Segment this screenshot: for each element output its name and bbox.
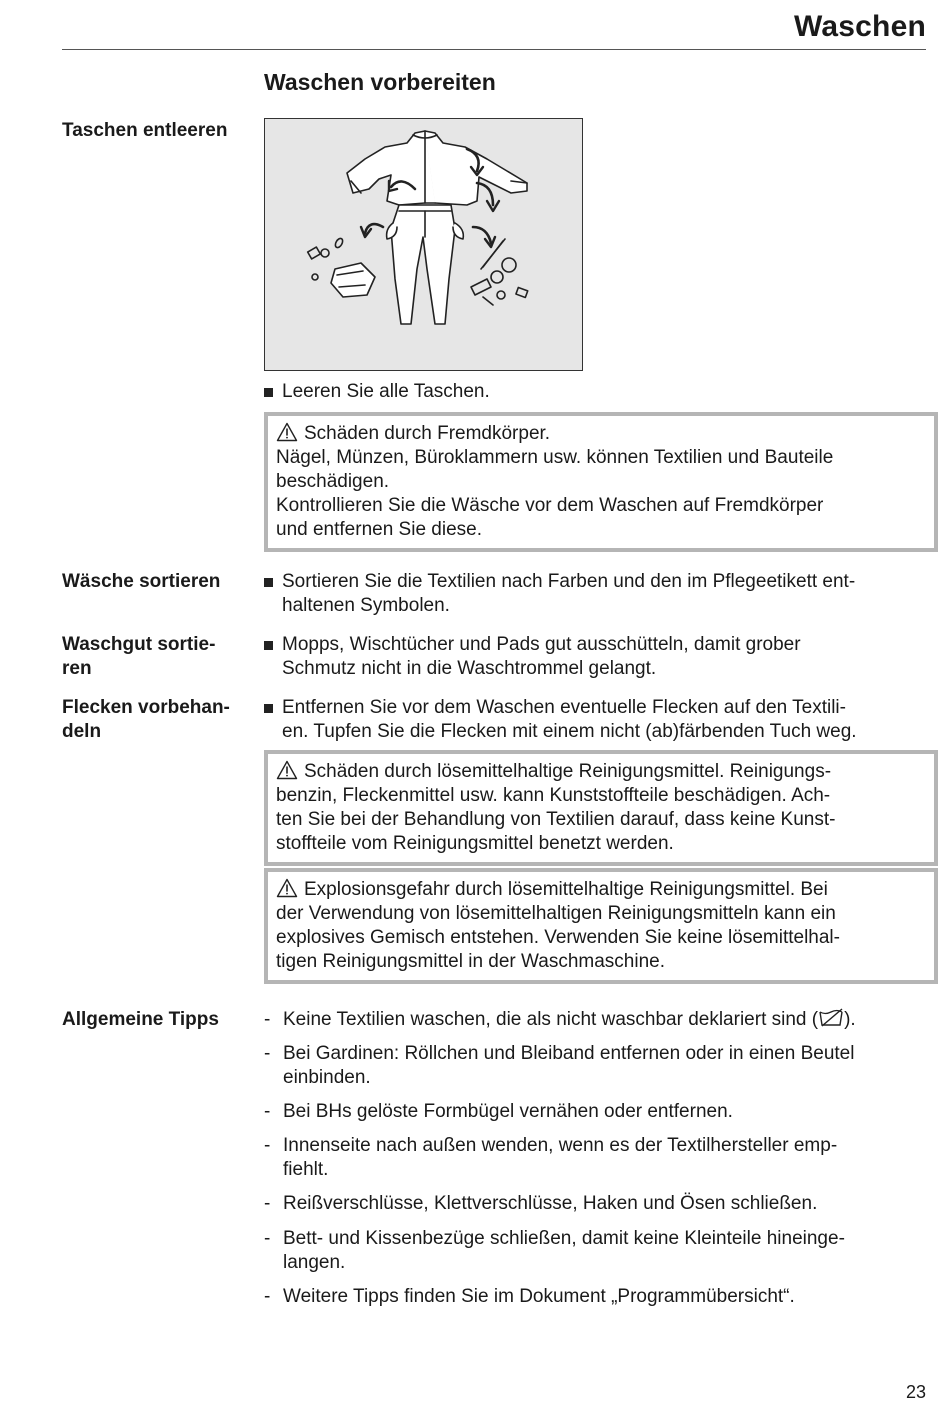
dash-bullet: - bbox=[264, 1135, 271, 1156]
bullet-text: en. Tupfen Sie die Flecken mit einem nicht (ab)färbenden Tuch weg. bbox=[282, 721, 857, 742]
square-bullet-icon bbox=[264, 641, 273, 650]
label-taschen-entleeren: Taschen entleeren bbox=[62, 120, 228, 141]
warning-line: beschädigen. bbox=[276, 471, 390, 492]
bullet-waschgut bbox=[264, 633, 926, 681]
do-not-wash-icon bbox=[818, 1008, 844, 1028]
bullet-taschen bbox=[264, 380, 926, 404]
bullet-text: Sortieren Sie die Textilien nach Farben und den im Pflegeetikett ent- bbox=[282, 571, 856, 592]
warning-triangle-icon bbox=[276, 422, 298, 442]
tip-text: Innenseite nach außen wenden, wenn es der Textilhersteller emp- bbox=[283, 1135, 838, 1156]
dash-bullet: - bbox=[264, 1228, 271, 1249]
warning-fremdkoerper bbox=[264, 412, 938, 552]
warning-line: tigen Reinigungsmittel in der Waschmaschine. bbox=[276, 951, 665, 972]
tip-text: Weitere Tipps finden Sie im Dokument „Programmübersicht“. bbox=[283, 1286, 795, 1307]
warning-line: Kontrollieren Sie die Wäsche vor dem Waschen auf Fremdkörper bbox=[276, 495, 824, 516]
tip-item bbox=[264, 1192, 930, 1216]
warning-heading bbox=[276, 878, 926, 902]
warning-line: Schäden durch lösemittelhaltige Reinigungsmittel. Reinigungs- bbox=[304, 761, 832, 782]
warning-heading bbox=[276, 422, 926, 446]
tip-item bbox=[264, 1042, 930, 1090]
page-header-title: Waschen bbox=[794, 10, 926, 43]
tip-text: Keine Textilien waschen, die als nicht waschbar deklariert sind ( bbox=[283, 1009, 819, 1030]
label-flecken-vorbehandeln bbox=[62, 696, 257, 744]
warning-line: stoffteile vom Reinigungsmittel benetzt werden. bbox=[276, 833, 674, 854]
warning-line: Explosionsgefahr durch lösemittelhaltige Reinigungsmittel. Bei bbox=[304, 879, 828, 900]
warning-line: Schäden durch Fremdkörper. bbox=[304, 423, 551, 444]
tip-item bbox=[264, 1008, 930, 1032]
bullet-flecken bbox=[264, 696, 926, 744]
label-waschgut-sortieren bbox=[62, 633, 257, 681]
warning-line: explosives Gemisch entstehen. Verwenden Sie keine lösemittelhal- bbox=[276, 927, 840, 948]
square-bullet-icon bbox=[264, 578, 273, 587]
empty-pockets-illustration bbox=[265, 119, 582, 370]
dash-bullet: - bbox=[264, 1009, 271, 1030]
tip-text: einbinden. bbox=[283, 1067, 371, 1088]
warning-heading bbox=[276, 760, 926, 784]
header-divider bbox=[62, 49, 926, 50]
warning-triangle-icon bbox=[276, 878, 298, 898]
bullet-text: Schmutz nicht in die Waschtrommel gelangt. bbox=[282, 658, 657, 679]
dash-bullet: - bbox=[264, 1043, 271, 1064]
tip-item bbox=[264, 1100, 930, 1124]
tip-text: Reißverschlüsse, Klettverschlüsse, Haken und Ösen schließen. bbox=[283, 1193, 818, 1214]
label-line: Waschgut sortie- bbox=[62, 634, 216, 655]
warning-line: und entfernen Sie diese. bbox=[276, 519, 482, 540]
warning-line: der Verwendung von lösemittelhaltigen Reinigungsmitteln kann ein bbox=[276, 903, 836, 924]
label-line: deln bbox=[62, 721, 102, 742]
tip-item bbox=[264, 1285, 930, 1309]
label-line: Flecken vorbehan- bbox=[62, 697, 230, 718]
bullet-text: Mopps, Wischtücher und Pads gut ausschütteln, damit grober bbox=[282, 634, 801, 655]
warning-loesemittel bbox=[264, 750, 938, 866]
square-bullet-icon bbox=[264, 388, 273, 397]
label-waesche-sortieren: Wäsche sortieren bbox=[62, 571, 221, 592]
tip-text: Bei Gardinen: Röllchen und Bleiband entfernen oder in einen Beutel bbox=[283, 1043, 855, 1064]
label-line: ren bbox=[62, 658, 92, 679]
tip-item bbox=[264, 1227, 930, 1275]
page-number: 23 bbox=[905, 1382, 926, 1402]
bullet-text: haltenen Symbolen. bbox=[282, 595, 450, 616]
dash-bullet: - bbox=[264, 1286, 271, 1307]
bullet-text: Entfernen Sie vor dem Waschen eventuelle Flecken auf den Textili- bbox=[282, 697, 846, 718]
section-title: Waschen vorbereiten bbox=[264, 69, 496, 95]
tip-text: ). bbox=[844, 1009, 856, 1030]
warning-explosion bbox=[264, 868, 938, 984]
warning-triangle-icon bbox=[276, 760, 298, 780]
bullet-text: Leeren Sie alle Taschen. bbox=[282, 381, 490, 402]
warning-line: ten Sie bei der Behandlung von Textilien darauf, dass keine Kunst- bbox=[276, 809, 836, 830]
tip-text: langen. bbox=[283, 1252, 346, 1273]
warning-line: Nägel, Münzen, Büroklammern usw. können Textilien und Bauteile bbox=[276, 447, 834, 468]
label-allgemeine-tipps: Allgemeine Tipps bbox=[62, 1009, 219, 1030]
figure-empty-pockets bbox=[264, 118, 583, 371]
square-bullet-icon bbox=[264, 704, 273, 713]
dash-bullet: - bbox=[264, 1101, 271, 1122]
warning-line: benzin, Fleckenmittel usw. kann Kunststoffteile beschädigen. Ach- bbox=[276, 785, 831, 806]
bullet-sortieren bbox=[264, 570, 926, 618]
dash-bullet: - bbox=[264, 1193, 271, 1214]
tip-text: fiehlt. bbox=[283, 1159, 329, 1180]
tip-text: Bei BHs gelöste Formbügel vernähen oder entfernen. bbox=[283, 1101, 733, 1122]
tip-text: Bett- und Kissenbezüge schließen, damit keine Kleinteile hineinge- bbox=[283, 1228, 845, 1249]
tip-item bbox=[264, 1134, 930, 1182]
